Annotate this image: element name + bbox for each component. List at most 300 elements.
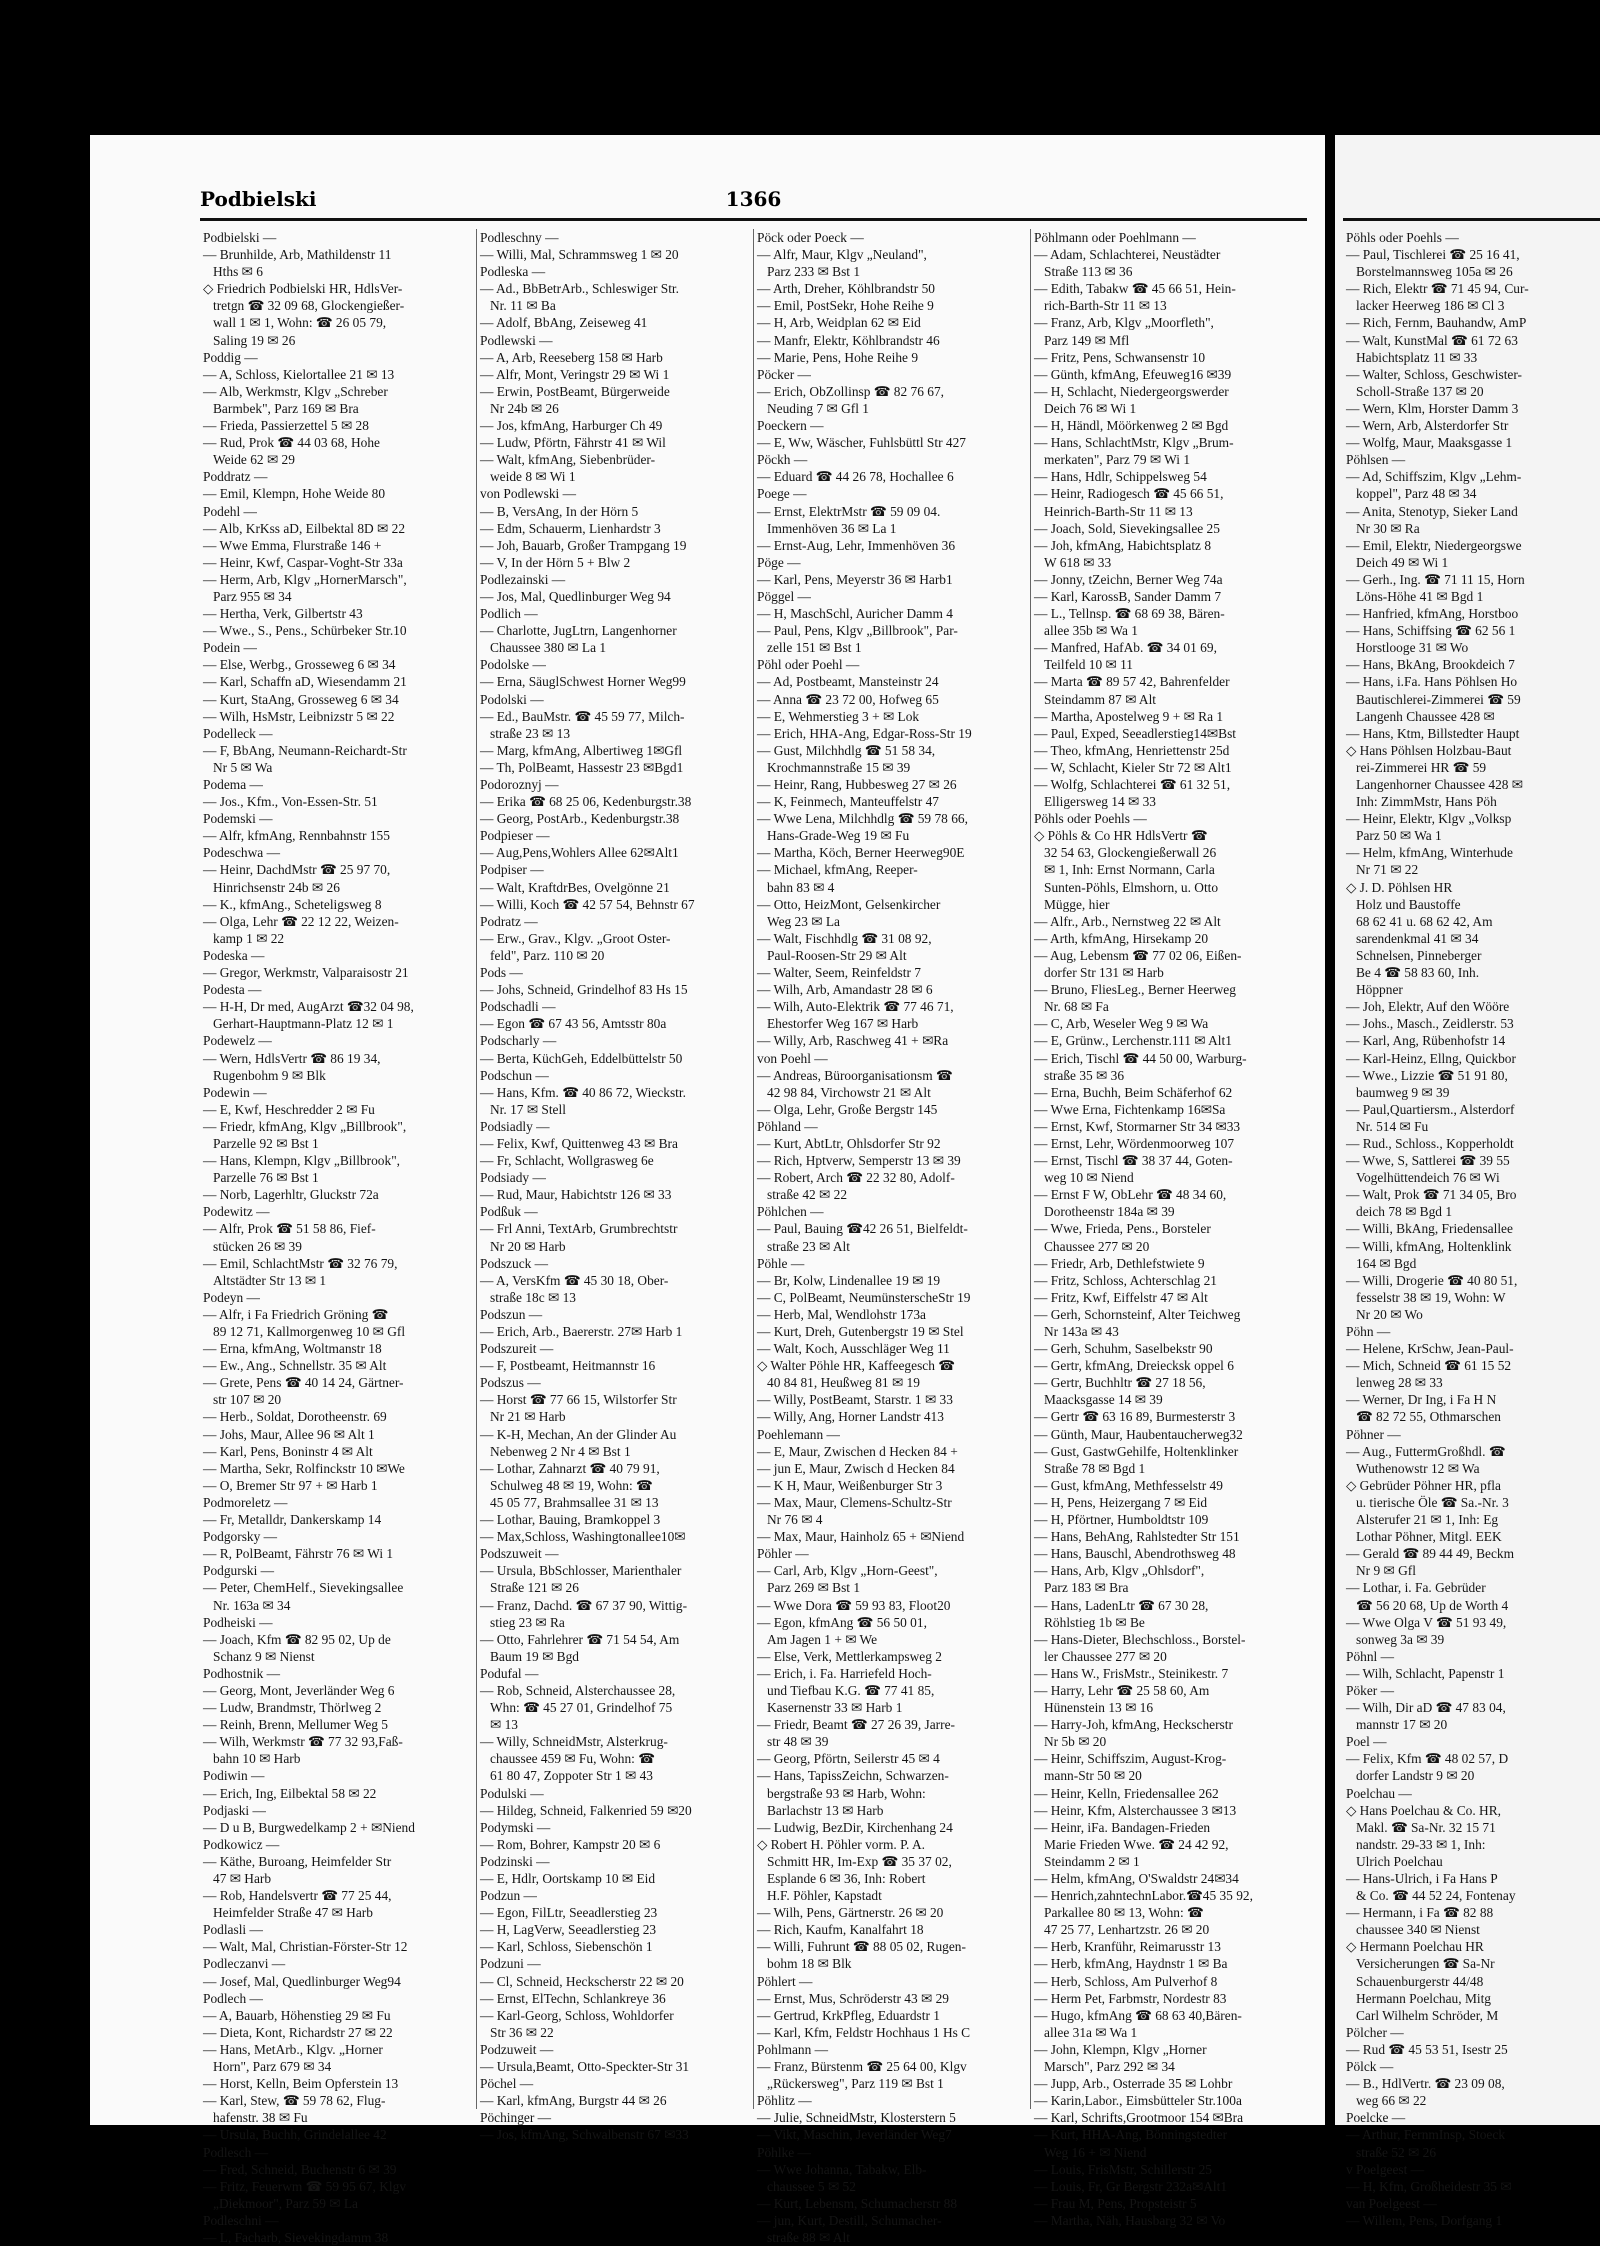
directory-entry-line: — Gust, kfmAng, Methfesselstr 49 xyxy=(1034,1477,1223,1493)
directory-entry-line: — Karl, Stew, ☎ 59 78 62, Flug- xyxy=(203,2093,386,2109)
directory-entry-line: hafenstr. 38 ✉ Fu xyxy=(213,2110,308,2126)
directory-entry-line: Nr 20 ✉ Wo xyxy=(1356,1306,1423,1322)
directory-entry-line: ◇ Hans Poelchau & Co. HR, xyxy=(1346,1802,1501,1818)
directory-entry-line: — Paul, Bauing ☎42 26 51, Bielfeldt- xyxy=(757,1221,968,1237)
directory-entry-line: — Ludw, Brandmstr, Thörlweg 2 xyxy=(203,1700,382,1716)
directory-entry-line: — Fritz, Kwf, Eiffelstr 47 ✉ Alt xyxy=(1034,1289,1208,1305)
directory-entry-line: — Rud, Prok ☎ 44 03 68, Hohe xyxy=(203,435,380,451)
directory-entry-line: — Rom, Bohrer, Kampstr 20 ✉ 6 xyxy=(480,1836,661,1852)
directory-entry-line: — Erna, SäuglSchwest Horner Weg99 xyxy=(480,674,686,690)
directory-entry-line: Podszuweit — xyxy=(480,1546,559,1562)
directory-entry-line: — Ursula, Buchh, Grindelallee 42 xyxy=(203,2127,387,2143)
directory-entry-line: — Karl, Schloss, Siebenschön 1 xyxy=(480,1939,653,1955)
directory-entry-line: Pöhlert — xyxy=(757,1973,813,1989)
directory-entry-line: Weg 16 + ✉ Niend xyxy=(1044,2144,1147,2160)
directory-entry-line: — Walt, kfmAng, Siebenbrüder- xyxy=(480,452,656,468)
directory-entry-line: — Paul, Pens, Klgv „Billbrook", Par- xyxy=(757,623,958,639)
directory-entry-line: — Fritz, Pens, Schwansenstr 10 xyxy=(1034,349,1206,365)
directory-entry-line: bahn 83 ✉ 4 xyxy=(767,879,835,895)
directory-entry-line: — Helm, kfmAng, O'Swaldstr 24✉34 xyxy=(1034,1871,1239,1886)
directory-entry-line: ✉ 1, Inh: Ernst Normann, Carla xyxy=(1044,862,1215,878)
directory-entry-line: — Hans, LadenLtr ☎ 67 30 28, xyxy=(1034,1597,1209,1613)
directory-entry-line: chaussee 5 ✉ 52 xyxy=(767,2178,856,2194)
directory-entry-line: Podratz — xyxy=(480,913,538,929)
directory-entry-line: — Felix, Kwf, Quittenweg 43 ✉ Bra xyxy=(480,1135,678,1151)
directory-entry-line: — Walt, KunstMal ☎ 61 72 63 xyxy=(1346,332,1518,348)
directory-entry-line: — Kurt, Lebensm, Schumacherstr 88 xyxy=(757,2195,958,2211)
directory-entry-line: Deich 49 ✉ Wi 1 xyxy=(1356,554,1449,570)
directory-entry-line: Podesta — xyxy=(203,982,262,998)
directory-entry-line: Pöhls oder Poehls — xyxy=(1034,811,1147,827)
directory-entry-line: — Friedr, kfmAng, Klgv „Billbrook", xyxy=(203,1118,407,1134)
directory-entry-line: Alsterufer 21 ✉ 1, Inh: Eg xyxy=(1356,1512,1499,1528)
directory-entry-line: Altstädter Str 13 ✉ 1 xyxy=(213,1272,327,1288)
directory-entry-line: — Else, Werbg., Grosseweg 6 ✉ 34 xyxy=(203,657,396,673)
directory-entry-line: Bautischlerei-Zimmerei ☎ 59 xyxy=(1356,691,1521,707)
directory-entry-line: 40 84 81, Heußweg 81 ✉ 19 xyxy=(767,1375,920,1391)
directory-entry-line: — Helene, KrSchw, Jean-Paul- xyxy=(1346,1341,1514,1357)
directory-entry-line: — Manfr, Elektr, Köhlbrandstr 46 xyxy=(757,332,940,348)
directory-entry-line: — Gust, Milchhdlg ☎ 51 58 34, xyxy=(757,742,936,758)
directory-entry-line: Podein — xyxy=(203,640,257,656)
directory-entry-line: — Max, Maur, Clemens-Schultz-Str xyxy=(757,1494,952,1510)
directory-entry-line: Horn", Parz 679 ✉ 34 xyxy=(213,2059,332,2075)
directory-entry-line: — Fritz, Schloss, Achterschlag 21 xyxy=(1034,1272,1217,1288)
directory-entry-line: Podszus — xyxy=(480,1375,541,1391)
directory-entry-line: — Joach, Kfm ☎ 82 95 02, Up de xyxy=(203,1631,391,1647)
directory-entry-line: — Käthe, Buroang, Heimfelder Str xyxy=(203,1853,392,1869)
directory-entry-line: Poel — xyxy=(1346,1734,1387,1750)
directory-entry-line: — H, LagVerw, Seeadlerstieg 23 xyxy=(480,1922,657,1938)
directory-entry-line: — C, Arb, Weseler Weg 9 ✉ Wa xyxy=(1034,1016,1209,1032)
directory-entry-line: chaussee 459 ✉ Fu, Wohn: ☎ xyxy=(490,1751,655,1767)
directory-entry-line: u. tierische Öle ☎ Sa.-Nr. 3 xyxy=(1356,1494,1509,1510)
directory-entry-line: — A, Arb, Reeseberg 158 ✉ Harb xyxy=(480,349,663,365)
directory-entry-line: — Willi, Mal, Schrammsweg 1 ✉ 20 xyxy=(480,247,679,263)
directory-entry-line: ◇ Pöhls & Co HR HdlsVertr ☎ xyxy=(1034,828,1208,844)
directory-entry-line: Barlachstr 13 ✉ Harb xyxy=(767,1802,884,1818)
directory-entry-line: Krochmannstraße 15 ✉ 39 xyxy=(767,759,911,775)
directory-entry-line: 42 98 84, Virchowstr 21 ✉ Alt xyxy=(767,1084,931,1100)
directory-entry-line: — Louis, FrisMstr, Schillerstr 25 xyxy=(1034,2161,1213,2177)
directory-entry-line: W 618 ✉ 33 xyxy=(1044,554,1112,570)
directory-entry-line: — Joh, kfmAng, Habichtsplatz 8 xyxy=(1034,537,1212,553)
directory-entry-line: — Rich, Hptverw, Semperstr 13 ✉ 39 xyxy=(757,1153,961,1169)
directory-entry-line: — Andreas, Büroorganisationsm ☎ xyxy=(757,1067,953,1083)
page-header xyxy=(200,187,1307,213)
directory-entry-line: Nr. 17 ✉ Stell xyxy=(490,1101,566,1117)
header-rule-right xyxy=(1343,218,1600,221)
directory-entry-line: merkaten", Parz 79 ✉ Wi 1 xyxy=(1044,452,1191,468)
directory-entry-line: Marsch", Parz 292 ✉ 34 xyxy=(1044,2059,1175,2075)
directory-entry-line: — Hans, Schiffsing ☎ 62 56 1 xyxy=(1346,623,1516,639)
directory-entry-line: H.F. Pöhler, Kapstadt xyxy=(767,1888,882,1904)
directory-entry-line: — Wwe Emma, Flurstraße 146 + xyxy=(203,537,382,553)
directory-entry-line: ler Chaussee 277 ✉ 20 xyxy=(1044,1648,1167,1664)
directory-entry-line: Podbielski — xyxy=(203,230,277,245)
directory-entry-line: Mügge, hier xyxy=(1044,896,1110,912)
directory-entry-line: — Erna, Buchh, Beim Schäferhof 62 xyxy=(1034,1084,1233,1100)
directory-entry-line: — Ludwig, BezDir, Kirchenhang 24 xyxy=(757,1819,953,1835)
directory-entry-line: — Otto, Fahrlehrer ☎ 71 54 54, Am xyxy=(480,1631,680,1647)
directory-entry-line: Pölcher — xyxy=(1346,2024,1404,2040)
directory-entry-line: Parz 955 ✉ 34 xyxy=(213,588,292,604)
directory-entry-line: — Wwe, Frieda, Pens., Borsteler xyxy=(1034,1221,1211,1237)
directory-entry-line: — Olga, Lehr ☎ 22 12 22, Weizen- xyxy=(203,913,399,929)
directory-entry-line: — Egon ☎ 67 43 56, Amtsstr 80a xyxy=(480,1016,667,1032)
directory-entry-line: allee 35b ✉ Wa 1 xyxy=(1044,623,1138,639)
directory-entry-line: — Willi, Koch ☎ 42 57 54, Behnstr 67 xyxy=(480,896,695,912)
directory-entry-line: 45 05 77, Brahmsallee 31 ✉ 13 xyxy=(490,1494,659,1510)
directory-entry-line: stieg 23 ✉ Ra xyxy=(490,1614,565,1630)
directory-entry-line: — E, Kwf, Heschredder 2 ✉ Fu xyxy=(203,1101,375,1117)
directory-entry-line: — Karl, Pens, Boninstr 4 ✉ Alt xyxy=(203,1443,373,1459)
directory-entry-line: — F, BbAng, Neumann-Reichardt-Str xyxy=(203,742,407,758)
left-page xyxy=(90,135,1325,2245)
directory-entry-line: Podewin — xyxy=(203,1084,267,1100)
directory-entry-line: Podemski — xyxy=(203,811,273,827)
directory-entry-line: Vogelhüttendeich 76 ✉ Wi xyxy=(1356,1170,1500,1186)
directory-entry-line: Nebenweg 2 Nr 4 ✉ Bst 1 xyxy=(490,1443,631,1459)
directory-entry-line: — F, Postbeamt, Heitmannstr 16 xyxy=(480,1358,656,1374)
directory-entry-line: — E, Wehmerstieg 3 + ✉ Lok xyxy=(757,708,920,724)
directory-entry-line: Nr 143a ✉ 43 xyxy=(1044,1324,1119,1339)
directory-entry-line: Poeckern — xyxy=(757,418,824,434)
directory-entry-line: rich-Barth-Str 11 ✉ 13 xyxy=(1044,298,1167,314)
directory-entry-line: Deich 76 ✉ Wi 1 xyxy=(1044,400,1137,416)
directory-entry-line: 61 80 47, Zoppoter Str 1 ✉ 43 xyxy=(490,1768,653,1784)
directory-entry-line: — Paul,Quartiersm., Alsterdorf xyxy=(1346,1101,1515,1117)
directory-entry-line: — Willy, PostBeamt, Starstr. 1 ✉ 33 xyxy=(757,1392,953,1408)
directory-entry-line: — Gertr, Buchhltr ☎ 27 18 56, xyxy=(1034,1375,1206,1391)
directory-entry-line: — Berta, KüchGeh, Eddelbüttelstr 50 xyxy=(480,1050,683,1066)
directory-entry-line: nandstr. 29-33 ✉ 1, Inh: xyxy=(1356,1836,1486,1852)
directory-entry-line: — H, Arb, Weidplan 62 ✉ Eid xyxy=(757,315,921,331)
directory-entry-line: — Emil, SchlachtMstr ☎ 32 76 79, xyxy=(203,1255,398,1271)
directory-entry-line: — Rich, Fernm, Bauhandw, AmP xyxy=(1346,315,1527,331)
directory-entry-line: — Arth, Dreher, Köhlbrandstr 50 xyxy=(757,281,935,297)
directory-entry-line: — Walt, KraftdrBes, Ovelgönne 21 xyxy=(480,879,670,895)
directory-entry-line: — Hermann, i Fa ☎ 82 88 xyxy=(1346,1905,1494,1921)
directory-entry-line: Pöker — xyxy=(1346,1682,1394,1698)
directory-entry-line: — Hans, i.Fa. Hans Pöhlsen Ho xyxy=(1346,674,1518,690)
directory-entry-line: — Alfr, kfmAng, Rennbahnstr 155 xyxy=(203,828,390,844)
directory-entry-line: — Aug, Lebensm ☎ 77 02 06, Eißen- xyxy=(1034,947,1242,963)
directory-entry-line: — Aug,Pens,Wohlers Allee 62✉Alt1 xyxy=(480,845,679,861)
directory-entry-line: Podscharly — xyxy=(480,1033,557,1049)
directory-entry-line: — Ursula,Beamt, Otto-Speckter-Str 31 xyxy=(480,2059,690,2075)
directory-entry-line: Pöcker — xyxy=(757,366,811,382)
directory-entry-line: Podeschwa — xyxy=(203,845,280,861)
directory-entry-line: — Franz, Bürstenm ☎ 25 64 00, Klgv xyxy=(757,2059,967,2075)
directory-entry-line: — Wilh, Arb, Amandastr 28 ✉ 6 xyxy=(757,982,933,998)
directory-entry-line: Whn: ☎ 45 27 01, Grindelhof 75 xyxy=(490,1700,673,1716)
directory-entry-line: — Rob, Schneid, Alsterchaussee 28, xyxy=(480,1682,676,1698)
directory-entry-line: straße 23 ✉ Alt xyxy=(767,1238,850,1254)
directory-entry-line: Podsiadly — xyxy=(480,1118,550,1134)
directory-entry-line: feld", Parz. 110 ✉ 20 xyxy=(490,947,605,963)
directory-entry-line: — Joh, Bauarb, Großer Trampgang 19 xyxy=(480,537,687,553)
directory-entry-line: Podleska — xyxy=(480,264,546,280)
directory-entry-line: — K, Feinmech, Manteuffelstr 47 xyxy=(757,794,939,810)
directory-entry-line: ◇ J. D. Pöhlsen HR xyxy=(1346,879,1453,895)
directory-entry-line: — Alfr, Maur, Klgv „Neuland", xyxy=(757,247,927,263)
directory-entry-line: Pöck oder Poeck — xyxy=(757,230,864,245)
directory-entry-line: straße 23 ✉ 13 xyxy=(490,725,571,741)
directory-entry-line: — Jos, kfmAng, Schwalbenstr 67 ✉33 xyxy=(480,2127,689,2143)
directory-entry-line: str 48 ✉ 39 xyxy=(767,1734,829,1750)
directory-entry-line: — Heinr, Schiffszim, August-Krog- xyxy=(1034,1751,1227,1767)
directory-entry-line: Podiwin — xyxy=(203,1768,265,1784)
directory-entry-line: — Reinh, Brenn, Mellumer Weg 5 xyxy=(203,1717,388,1733)
directory-entry-line: Pöhlitz — xyxy=(757,2093,812,2109)
directory-entry-line: Podleschni — xyxy=(203,2212,279,2228)
directory-entry-line: — Dieta, Kont, Richardstr 27 ✉ 22 xyxy=(203,2024,393,2040)
directory-entry-line: Podlezainski — xyxy=(480,571,566,587)
directory-entry-line: — Egon, kfmAng ☎ 56 50 01, xyxy=(757,1614,927,1630)
directory-entry-line: Hinrichsenstr 24b ✉ 26 xyxy=(213,879,340,895)
directory-entry-line: — Walt, Fischhdlg ☎ 31 08 92, xyxy=(757,930,932,946)
directory-entry-line: — Martha, Köch, Berner Heerweg90E xyxy=(757,845,965,861)
directory-entry-line: Dorotheenstr 184a ✉ 39 xyxy=(1044,1204,1175,1220)
directory-entry-line: Podszureit — xyxy=(480,1341,554,1357)
directory-entry-line: Hans-Grade-Weg 19 ✉ Fu xyxy=(767,828,910,844)
directory-entry-line: — Wwe Dora ☎ 59 93 83, Floot20 xyxy=(757,1597,951,1613)
directory-entry-line: — Erwin, PostBeamt, Bürgerweide xyxy=(480,383,670,399)
directory-entry-line: Gerhart-Hauptmann-Platz 12 ✉ 1 xyxy=(213,1016,394,1032)
directory-entry-line: — Br, Kolw, Lindenallee 19 ✉ 19 xyxy=(757,1272,941,1288)
directory-entry-line: — Johs., Masch., Zeidlerstr. 53 xyxy=(1346,1016,1514,1032)
directory-entry-line: — Walter, Seem, Reinfeldstr 7 xyxy=(757,965,921,981)
directory-entry-line: — Ew., Ang., Schnellstr. 35 ✉ Alt xyxy=(203,1358,387,1374)
directory-entry-line: Pöge — xyxy=(757,554,801,570)
directory-entry-line: Schmitt HR, Im-Exp ☎ 35 37 02, xyxy=(767,1853,952,1869)
directory-entry-line: Löns-Höhe 41 ✉ Bgd 1 xyxy=(1356,588,1484,604)
directory-entry-line: — Hans, BkAng, Brookdeich 7 xyxy=(1346,657,1515,673)
directory-entry-line: — Marie, Pens, Hohe Reihe 9 xyxy=(757,349,919,365)
directory-entry-line: — Adolf, BbAng, Zeiseweg 41 xyxy=(480,315,648,331)
directory-entry-line: von Podlewski — xyxy=(480,486,576,502)
directory-columns xyxy=(200,229,1307,2245)
directory-entry-line: Nr 24b ✉ 26 xyxy=(490,400,559,416)
directory-entry-line: Nr. 68 ✉ Fa xyxy=(1044,999,1109,1015)
directory-entry-line: dorfer Str 131 ✉ Harb xyxy=(1044,965,1164,981)
directory-entry-line: Pöhle — xyxy=(757,1255,805,1271)
directory-entry-line: — H, Pens, Heizergang 7 ✉ Eid xyxy=(1034,1494,1208,1510)
directory-entry-line: — Grete, Pens ☎ 40 14 24, Gärtner- xyxy=(203,1375,404,1391)
directory-entry-line: — W, Schlacht, Kieler Str 72 ✉ Alt1 xyxy=(1034,759,1232,775)
directory-entry-line: — Herm, Arb, Klgv „HornerMarsch", xyxy=(203,571,407,587)
directory-entry-line: Saling 19 ✉ 26 xyxy=(213,332,296,348)
directory-entry-line: — Theo, kfmAng, Henriettenstr 25d xyxy=(1034,742,1230,758)
directory-entry-line: Nr 5 ✉ Wa xyxy=(213,759,273,775)
directory-entry-line: — Ernst, Mus, Schröderstr 43 ✉ 29 xyxy=(757,1990,949,2006)
directory-entry-line: — Alfr, Prok ☎ 51 58 86, Fief- xyxy=(203,1221,376,1237)
directory-entry-line: Podhostnik — xyxy=(203,1665,281,1681)
directory-entry-line: — Erich, ObZollinsp ☎ 82 76 67, xyxy=(757,383,945,399)
directory-entry-line: van Poelgeest — xyxy=(1346,2195,1437,2211)
directory-entry-line: — Herb, kfmAng, Haydnstr 1 ✉ Ba xyxy=(1034,1956,1228,1972)
directory-entry-line: — Ernst-Aug, Lehr, Immenhöven 36 xyxy=(757,537,956,553)
directory-entry-line: Chaussee 380 ✉ La 1 xyxy=(490,640,607,656)
directory-entry-line: — Karl-Georg, Schloss, Wohldorfer xyxy=(480,2007,674,2023)
directory-entry-line: Podlich — xyxy=(480,606,538,622)
directory-entry-line: Marie Frieden Wwe. ☎ 24 42 92, xyxy=(1044,1836,1229,1852)
directory-entry-line: straße 52 ✉ 26 xyxy=(1356,2144,1437,2160)
directory-entry-line: Parz 183 ✉ Bra xyxy=(1044,1580,1129,1596)
directory-entry-line: — Wwe Erna, Fichtenkamp 16✉Sa xyxy=(1034,1101,1226,1117)
directory-entry-line: Podymski — xyxy=(480,1819,551,1835)
directory-entry-line: — L, Facharb, Sievekingdamm 38 xyxy=(203,2229,389,2245)
directory-entry-line: ◇ Friedrich Podbielski HR, HdlsVer- xyxy=(203,281,403,297)
directory-entry-line: — Wern, HdlsVertr ☎ 86 19 34, xyxy=(203,1050,381,1066)
directory-column-3 xyxy=(754,229,1031,2245)
directory-entry-line: Schanz 9 ✉ Nienst xyxy=(213,1648,315,1664)
directory-entry-line: — Ernst, Lehr, Wördenmoorweg 107 xyxy=(1034,1135,1235,1151)
directory-entry-line: — Mich, Schneid ☎ 61 15 52 xyxy=(1346,1358,1512,1374)
directory-column-1 xyxy=(200,229,477,2245)
directory-entry-line: — Wwe Johanna, Tabakw, Elb- xyxy=(757,2161,927,2177)
directory-entry-line: Parz 233 ✉ Bst 1 xyxy=(767,264,861,280)
directory-entry-line: — Franz, Arb, Klgv „Moorfleth", xyxy=(1034,315,1214,331)
directory-entry-line: — Karin,Labor., Eimsbütteler Str.100a xyxy=(1034,2093,1242,2109)
directory-entry-line: — B., HdlVertr. ☎ 23 09 08, xyxy=(1346,2076,1505,2092)
directory-entry-line: Parz 269 ✉ Bst 1 xyxy=(767,1580,861,1596)
directory-entry-line: Langenh Chaussee 428 ✉ xyxy=(1356,708,1495,724)
directory-entry-line: Podewelz — xyxy=(203,1033,272,1049)
directory-entry-line: — Josef, Mal, Quedlinburger Weg94 xyxy=(203,1973,401,1989)
directory-entry-line: Podelleck — xyxy=(203,725,273,741)
directory-entry-line: — H-H, Dr med, AugArzt ☎32 04 98, xyxy=(203,999,414,1015)
directory-entry-line: — Hans W., FrisMstr., Steinikestr. 7 xyxy=(1034,1665,1229,1681)
directory-entry-line: Baum 19 ✉ Bgd xyxy=(490,1648,579,1664)
directory-entry-line: — Max, Maur, Hainholz 65 + ✉Niend xyxy=(757,1529,965,1545)
directory-column-right xyxy=(1343,229,1600,2228)
directory-entry-line: Straße 78 ✉ Bgd 1 xyxy=(1044,1460,1146,1476)
directory-entry-line: — Günth, kfmAng, Efeuweg16 ✉39 xyxy=(1034,366,1232,382)
directory-column-4 xyxy=(1031,229,1307,2228)
directory-entry-line: — Wwe., Lizzie ☎ 51 91 80, xyxy=(1346,1067,1508,1083)
directory-entry-line: — Erika ☎ 68 25 06, Kedenburgstr.38 xyxy=(480,794,692,810)
directory-entry-line: — Edm, Schauerm, Lienhardstr 3 xyxy=(480,520,661,536)
directory-entry-line: Maacksgasse 14 ✉ 39 xyxy=(1044,1392,1163,1408)
directory-entry-line: — Alfr., Arb., Nernstweg 22 ✉ Alt xyxy=(1034,913,1221,929)
directory-entry-line: Pölck — xyxy=(1346,2059,1394,2075)
directory-entry-line: — Willy, Ang, Horner Landstr 413 xyxy=(757,1409,944,1425)
directory-entry-line: — Olga, Lehr, Große Bergstr 145 xyxy=(757,1101,938,1117)
directory-entry-line: — Alb, KrKss aD, Eilbektal 8D ✉ 22 xyxy=(203,520,406,536)
directory-entry-line: Be 4 ☎ 58 83 60, Inh. xyxy=(1356,965,1480,981)
directory-entry-line: Podpieser — xyxy=(480,828,550,844)
directory-entry-line: — Wilh, Schlacht, Papenstr 1 xyxy=(1346,1665,1505,1681)
directory-entry-line: — Vikt, Maschin, Jeverländer Weg7 xyxy=(757,2127,952,2143)
directory-entry-line: Pöchinger — xyxy=(480,2110,552,2126)
directory-entry-line: — Alfr, Mont, Veringstr 29 ✉ Wi 1 xyxy=(480,366,670,382)
directory-entry-line: Pöhn — xyxy=(1346,1324,1391,1339)
directory-entry-line: Schnelsen, Pinneberger xyxy=(1356,947,1482,963)
directory-entry-line: Podehl — xyxy=(203,503,257,519)
directory-entry-line: — Wolfg, Schlachterei ☎ 61 32 51, xyxy=(1034,777,1231,792)
directory-entry-line: — Rich, Elektr ☎ 71 45 94, Cur- xyxy=(1346,281,1529,297)
directory-entry-line: — Alfr, i Fa Friedrich Gröning ☎ xyxy=(203,1306,389,1322)
directory-entry-line: — Ad, Schiffszim, Klgv „Lehm- xyxy=(1346,469,1522,485)
directory-entry-line: — Herm Pet, Farbmstr, Nordestr 83 xyxy=(1034,1990,1227,2006)
directory-entry-line: — C, PolBeamt, NeumünsterscheStr 19 xyxy=(757,1289,971,1305)
directory-entry-line: — E, Grünw., Lerchenstr.111 ✉ Alt1 xyxy=(1034,1033,1232,1049)
directory-entry-line: rei-Zimmerei HR ☎ 59 xyxy=(1356,759,1487,775)
directory-entry-line: — Louis, Fr, Gr Bergstr 232a✉Alt1 xyxy=(1034,2178,1228,2194)
directory-entry-line: — Horst, Kelln, Beim Opferstein 13 xyxy=(203,2076,399,2092)
directory-entry-line: — Helm, kfmAng, Winterhude xyxy=(1346,845,1513,861)
directory-entry-line: weg 66 ✉ 22 xyxy=(1356,2093,1427,2109)
directory-entry-line: Podgorsky — xyxy=(203,1529,278,1545)
directory-entry-line: — Kurt, AbtLtr, Ohlsdorfer Str 92 xyxy=(757,1135,941,1151)
directory-entry-line: Pöhlmann oder Poehlmann — xyxy=(1034,230,1196,245)
directory-entry-line: zelle 151 ✉ Bst 1 xyxy=(767,640,862,656)
directory-entry-line: — Lothar, i. Fa. Gebrüder xyxy=(1346,1580,1486,1596)
directory-entry-line: Podoroznyj — xyxy=(480,777,559,792)
directory-entry-line: — Rud, Maur, Habichtstr 126 ✉ 33 xyxy=(480,1187,672,1203)
directory-entry-line: — Ludw, Pförtn, Fährstr 41 ✉ Wil xyxy=(480,435,666,451)
directory-entry-line: Straße 121 ✉ 26 xyxy=(490,1580,579,1596)
directory-entry-line: — Gerh., Ing. ☎ 71 11 15, Horn xyxy=(1346,571,1525,587)
directory-entry-line: — Karl, Ang, Rübenhofstr 14 xyxy=(1346,1033,1506,1049)
directory-entry-line: — Otto, HeizMont, Gelsenkircher xyxy=(757,896,941,912)
directory-entry-line: — Willi, BkAng, Friedensallee xyxy=(1346,1221,1513,1237)
directory-entry-line: Podolske — xyxy=(480,657,546,673)
directory-entry-line: — B, VersAng, In der Hörn 5 xyxy=(480,503,639,519)
directory-entry-line: Parzelle 92 ✉ Bst 1 xyxy=(213,1135,319,1151)
directory-entry-line: ☎ 56 20 68, Up de Worth 4 xyxy=(1356,1597,1509,1613)
directory-entry-line: — Karl, kfmAng, Burgstr 44 ✉ 26 xyxy=(480,2093,667,2109)
directory-entry-line: ☎ 82 72 55, Othmarschen xyxy=(1356,1409,1501,1425)
directory-entry-line: — Gertr ☎ 63 16 89, Burmesterstr 3 xyxy=(1034,1409,1236,1425)
directory-entry-line: — Alb, Werkmstr, Klgv „Schreber xyxy=(203,383,388,399)
directory-entry-line: — Hans-Ulrich, i Fa Hans P xyxy=(1346,1871,1498,1886)
directory-entry-line: — Frl Anni, TextArb, Grumbrechtstr xyxy=(480,1221,678,1237)
directory-entry-line: — Wwe Lena, Milchhdlg ☎ 59 78 66, xyxy=(757,811,968,827)
directory-entry-line: — Erich, i. Fa. Harriefeld Hoch- xyxy=(757,1665,932,1681)
directory-entry-line: Inh: ZimmMstr, Hans Pöh xyxy=(1356,794,1497,810)
directory-entry-line: — Fr, Schlacht, Wollgrasweg 6e xyxy=(480,1153,654,1169)
directory-entry-line: Ulrich Poelchau xyxy=(1356,1853,1443,1869)
directory-entry-line: — Felix, Kfm ☎ 48 02 57, D xyxy=(1346,1751,1509,1767)
directory-entry-line: — Hans, Kfm. ☎ 40 86 72, Wieckstr. xyxy=(480,1084,686,1100)
directory-entry-line: Podlasli — xyxy=(203,1922,263,1938)
directory-entry-line: lenweg 28 ✉ 33 xyxy=(1356,1375,1443,1391)
directory-entry-line: — Gertrud, KrkPfleg, Eduardstr 1 xyxy=(757,2007,940,2023)
directory-entry-line: — Ernst, Kwf, Stormarner Str 34 ✉33 xyxy=(1034,1118,1241,1134)
directory-entry-line: — Heinr, Kwf, Caspar-Voght-Str 33a xyxy=(203,554,403,570)
directory-entry-line: straße 18c ✉ 13 xyxy=(490,1289,576,1305)
directory-entry-line: — Herb, Schloss, Am Pulverhof 8 xyxy=(1034,1973,1218,1989)
directory-entry-line: ✉ 13 xyxy=(490,1717,518,1733)
directory-entry-line: Holz und Baustoffe xyxy=(1356,896,1461,912)
directory-entry-line: — Ad, Postbeamt, Mansteinstr 24 xyxy=(757,674,939,690)
directory-entry-line: — Hans, MetArb., Klgv. „Horner xyxy=(203,2041,383,2057)
directory-entry-line: fesselstr 38 ✉ 19, Wohn: W xyxy=(1356,1289,1506,1305)
directory-entry-line: — V, In der Hörn 5 + Blw 2 xyxy=(480,554,631,570)
directory-entry-line: mannstr 17 ✉ 20 xyxy=(1356,1717,1448,1733)
directory-entry-line: Podschadli — xyxy=(480,999,556,1015)
directory-entry-line: deich 78 ✉ Bgd 1 xyxy=(1356,1204,1453,1220)
directory-entry-line: — E, Maur, Zwischen d Hecken 84 + xyxy=(757,1443,958,1459)
directory-entry-line: Esplande 6 ✉ 36, Inh: Robert xyxy=(767,1871,926,1886)
directory-entry-line: — Walter, Schloss, Geschwister- xyxy=(1346,366,1523,382)
directory-entry-line: Heinrich-Barth-Str 11 ✉ 13 xyxy=(1044,503,1193,519)
directory-entry-line: Nr. 514 ✉ Fu xyxy=(1356,1118,1429,1134)
directory-entry-line: — Hans, Bauschl, Abendrothsweg 48 xyxy=(1034,1546,1236,1562)
